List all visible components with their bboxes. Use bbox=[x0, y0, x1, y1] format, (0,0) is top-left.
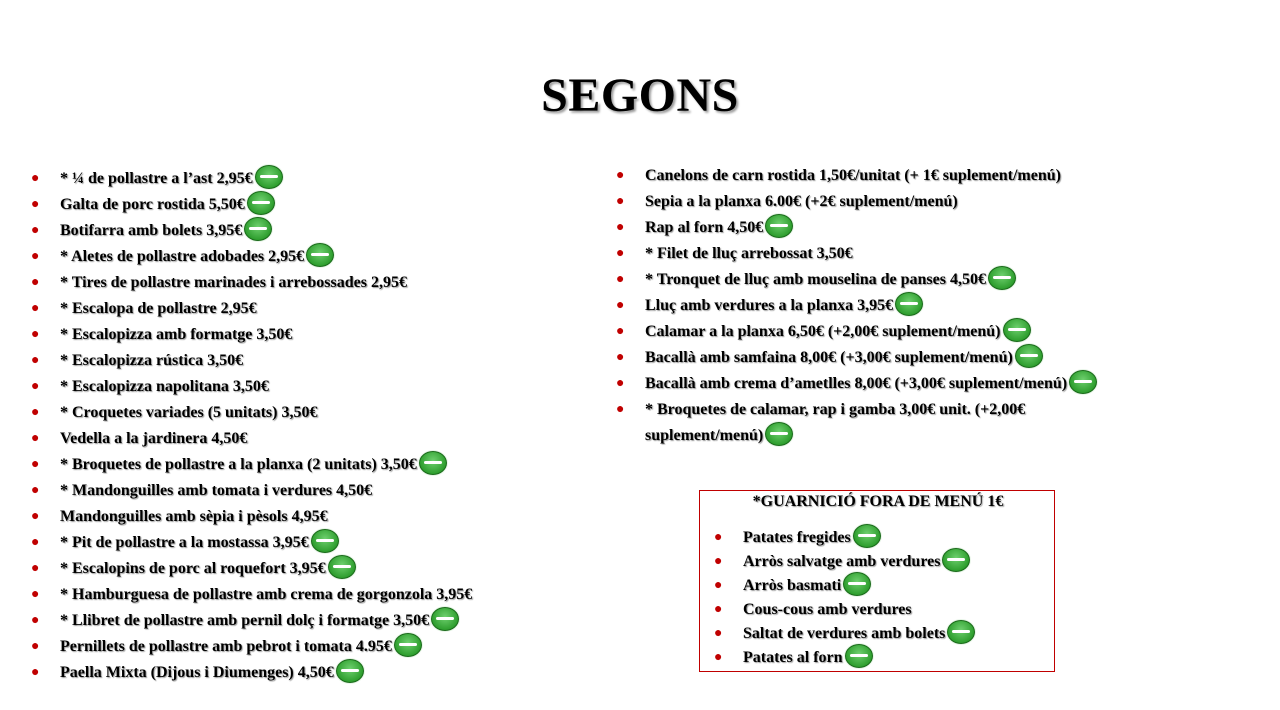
gluten-free-icon bbox=[895, 292, 923, 316]
menu-item bbox=[709, 550, 1039, 574]
gluten-free-icon bbox=[311, 529, 339, 553]
gluten-free-icon bbox=[336, 659, 364, 683]
bullet-icon: ● bbox=[31, 561, 40, 576]
menu-item bbox=[26, 348, 606, 374]
menu-item-label: * Llibret de pollastre amb pernil dolç i formatge 3,50€ bbox=[60, 612, 430, 629]
gluten-free-icon bbox=[942, 548, 970, 572]
bullet-icon: ● bbox=[31, 275, 40, 290]
garnish-box-title: *GUARNICIÓ FORA DE MENÚ 1€ bbox=[752, 493, 1004, 510]
menu-item-label: * Escalopins de porc al roquefort 3,95€ bbox=[60, 560, 326, 577]
menu-item-label: Paella Mixta (Dijous i Diumenges) 4,50€ bbox=[60, 664, 334, 681]
menu-item bbox=[611, 319, 1211, 345]
bullet-icon: ● bbox=[31, 301, 40, 316]
menu-item-label: Rap al forn 4,50€ bbox=[645, 219, 764, 236]
menu-item bbox=[26, 530, 606, 556]
menu-item bbox=[26, 452, 606, 478]
menu-item bbox=[26, 322, 606, 348]
menu-item-label: Botifarra amb bolets 3,95€ bbox=[60, 222, 243, 239]
gluten-free-icon bbox=[394, 633, 422, 657]
gluten-free-icon bbox=[328, 555, 356, 579]
menu-item-label: * Escalopizza amb formatge 3,50€ bbox=[60, 326, 293, 343]
bullet-icon: ● bbox=[616, 168, 625, 183]
menu-item-label: Arròs salvatge amb verdures bbox=[743, 553, 941, 570]
menu-item bbox=[26, 504, 606, 530]
menu-item bbox=[611, 267, 1211, 293]
bullet-icon: ● bbox=[31, 509, 40, 524]
gluten-free-icon bbox=[1015, 344, 1043, 368]
menu-item-label: Pernillets de pollastre amb pebrot i tomata 4.95€ bbox=[60, 638, 392, 655]
bullet-icon: ● bbox=[714, 530, 723, 545]
menu-item bbox=[26, 218, 606, 244]
menu-item bbox=[709, 646, 1039, 670]
menu-item-label: * Broquetes de calamar, rap i gamba 3,00€ unit. (+2,00€ suplement/menú) bbox=[645, 401, 1026, 444]
bullet-icon: ● bbox=[714, 602, 723, 617]
gluten-free-icon bbox=[765, 422, 793, 446]
menu-item bbox=[611, 397, 1115, 449]
menu-item-label: Patates al forn bbox=[743, 649, 843, 666]
gluten-free-icon bbox=[845, 644, 873, 668]
bullet-icon: ● bbox=[616, 194, 625, 209]
gluten-free-icon bbox=[765, 214, 793, 238]
bullet-icon: ● bbox=[31, 535, 40, 550]
gluten-free-icon bbox=[843, 572, 871, 596]
menu-item-label: Vedella a la jardinera 4,50€ bbox=[60, 430, 248, 447]
gluten-free-icon bbox=[853, 524, 881, 548]
menu-item-label: Calamar a la planxa 6,50€ (+2,00€ suplement/menú) bbox=[645, 323, 1001, 340]
bullet-icon: ● bbox=[31, 639, 40, 654]
bullet-icon: ● bbox=[31, 379, 40, 394]
bullet-icon: ● bbox=[31, 223, 40, 238]
menu-item bbox=[611, 163, 1211, 189]
menu-item-label: Bacallà amb samfaina 8,00€ (+3,00€ suplement/menú) bbox=[645, 349, 1013, 366]
page-title: SEGONS bbox=[541, 69, 739, 122]
bullet-icon: ● bbox=[616, 220, 625, 235]
menu-item-label: * Broquetes de pollastre a la planxa (2 unitats) 3,50€ bbox=[60, 456, 417, 473]
menu-item bbox=[709, 574, 1039, 598]
bullet-icon: ● bbox=[616, 350, 625, 365]
menu-item bbox=[611, 345, 1211, 371]
gluten-free-icon bbox=[947, 620, 975, 644]
menu-item bbox=[26, 608, 606, 634]
menu-item-label: * Escalopizza rústica 3,50€ bbox=[60, 352, 244, 369]
garnish-box bbox=[699, 490, 1055, 672]
bullet-icon: ● bbox=[31, 405, 40, 420]
menu-item bbox=[26, 270, 606, 296]
menu-item-label: * Mandonguilles amb tomata i verdures 4,50€ bbox=[60, 482, 373, 499]
menu-item bbox=[26, 478, 606, 504]
garnish-list bbox=[709, 526, 1039, 670]
menu-item-label: Arròs basmati bbox=[743, 577, 842, 594]
menu-item-label: Galta de porc rostida 5,50€ bbox=[60, 196, 245, 213]
menu-item-label: * Escalopa de pollastre 2,95€ bbox=[60, 300, 257, 317]
bullet-icon: ● bbox=[714, 626, 723, 641]
left-menu-list bbox=[26, 166, 606, 686]
bullet-icon: ● bbox=[714, 578, 723, 593]
menu-item-label: * Hamburguesa de pollastre amb crema de gorgonzola 3,95€ bbox=[60, 586, 473, 603]
gluten-free-icon bbox=[988, 266, 1016, 290]
menu-item-label: Cous-cous amb verdures bbox=[743, 601, 912, 618]
menu-item-label: Patates fregides bbox=[743, 529, 851, 546]
menu-item-label: Lluç amb verdures a la planxa 3,95€ bbox=[645, 297, 894, 314]
bullet-icon: ● bbox=[31, 353, 40, 368]
menu-item bbox=[26, 660, 606, 686]
menu-item-label: * Croquetes variades (5 unitats) 3,50€ bbox=[60, 404, 318, 421]
gluten-free-icon bbox=[431, 607, 459, 631]
bullet-icon: ● bbox=[31, 171, 40, 186]
right-menu-list bbox=[611, 163, 1211, 449]
gluten-free-icon bbox=[247, 191, 275, 215]
menu-item bbox=[611, 189, 1211, 215]
menu-item-label: * Escalopizza napolitana 3,50€ bbox=[60, 378, 269, 395]
menu-item-label: Sepia a la planxa 6.00€ (+2€ suplement/menú) bbox=[645, 193, 958, 210]
menu-item bbox=[611, 293, 1211, 319]
bullet-icon: ● bbox=[714, 554, 723, 569]
bullet-icon: ● bbox=[31, 457, 40, 472]
menu-item-label: Mandonguilles amb sèpia i pèsols 4,95€ bbox=[60, 508, 328, 525]
menu-item-label: Bacallà amb crema d’ametlles 8,00€ (+3,00€ suplement/menú) bbox=[645, 375, 1068, 392]
bullet-icon: ● bbox=[31, 483, 40, 498]
bullet-icon: ● bbox=[616, 246, 625, 261]
bullet-icon: ● bbox=[31, 613, 40, 628]
bullet-icon: ● bbox=[31, 587, 40, 602]
bullet-icon: ● bbox=[616, 402, 625, 417]
gluten-free-icon bbox=[419, 451, 447, 475]
bullet-icon: ● bbox=[616, 272, 625, 287]
bullet-icon: ● bbox=[31, 197, 40, 212]
menu-item bbox=[709, 598, 1039, 622]
menu-item bbox=[611, 215, 1211, 241]
bullet-icon: ● bbox=[31, 249, 40, 264]
menu-item-label: Saltat de verdures amb bolets bbox=[743, 625, 946, 642]
gluten-free-icon bbox=[244, 217, 272, 241]
menu-item bbox=[611, 241, 1211, 267]
menu-item-label: * Aletes de pollastre adobades 2,95€ bbox=[60, 248, 305, 265]
bullet-icon: ● bbox=[714, 650, 723, 665]
menu-item bbox=[26, 426, 606, 452]
bullet-icon: ● bbox=[31, 327, 40, 342]
bullet-icon: ● bbox=[31, 665, 40, 680]
menu-item-label: * Tronquet de lluç amb mouselina de panses 4,50€ bbox=[645, 271, 986, 288]
menu-item bbox=[26, 634, 606, 660]
menu-item-label: Canelons de carn rostida 1,50€/unitat (+ 1€ suplement/menú) bbox=[645, 167, 1061, 184]
menu-item bbox=[709, 526, 1039, 550]
bullet-icon: ● bbox=[31, 431, 40, 446]
bullet-icon: ● bbox=[616, 298, 625, 313]
menu-item-label: * Tires de pollastre marinades i arrebossades 2,95€ bbox=[60, 274, 407, 291]
menu-item bbox=[26, 296, 606, 322]
menu-item-label: * Pit de pollastre a la mostassa 3,95€ bbox=[60, 534, 309, 551]
menu-item bbox=[26, 374, 606, 400]
menu-item bbox=[26, 244, 606, 270]
gluten-free-icon bbox=[306, 243, 334, 267]
menu-item bbox=[26, 192, 606, 218]
menu-item bbox=[26, 166, 606, 192]
gluten-free-icon bbox=[1003, 318, 1031, 342]
menu-item-label: * ¼ de pollastre a l’ast 2,95€ bbox=[60, 170, 253, 187]
bullet-icon: ● bbox=[616, 324, 625, 339]
menu-item bbox=[611, 371, 1211, 397]
bullet-icon: ● bbox=[616, 376, 625, 391]
menu-item bbox=[26, 400, 606, 426]
gluten-free-icon bbox=[1069, 370, 1097, 394]
menu-item-label: * Filet de lluç arrebossat 3,50€ bbox=[645, 245, 853, 262]
menu-item bbox=[26, 582, 606, 608]
gluten-free-icon bbox=[255, 165, 283, 189]
menu-item bbox=[26, 556, 606, 582]
menu-item bbox=[709, 622, 1039, 646]
